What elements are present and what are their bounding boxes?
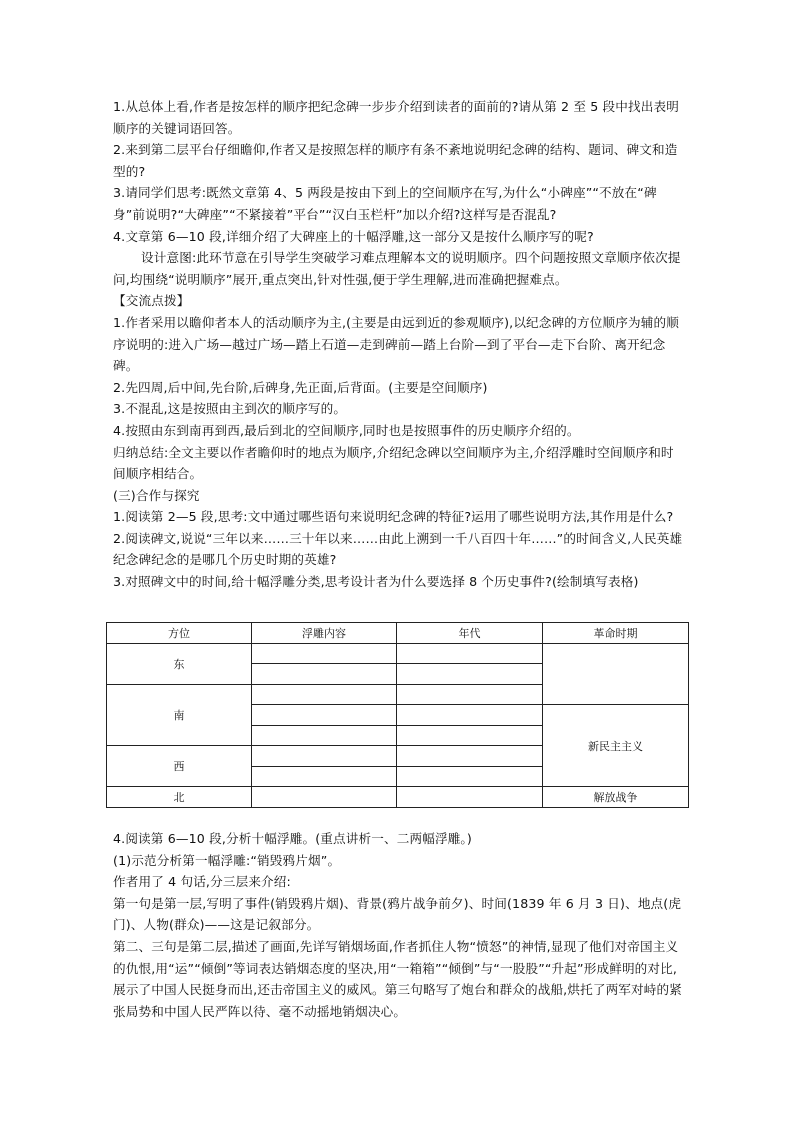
table-cell xyxy=(397,705,543,726)
answer-2: 2.先四周,后中间,先台阶,后碑身,先正面,后背面。(主要是空间顺序) xyxy=(113,379,488,395)
answer-4: 4.按照由东到南再到西,最后到北的空间顺序,同时也是按照事件的历史顺序介绍的。 xyxy=(113,422,580,438)
table-header-row xyxy=(107,623,689,644)
table-cell xyxy=(252,787,397,808)
analysis-paragraph-1: 第一句是第一层,写明了事件(销毁鸦片烟)、背景(鸦片战争前夕)、时间(1839 年 6 月 3 日)、地点(虎门)、人物(群众)——这是记叙部分。 xyxy=(113,895,682,933)
section-heading-cooperate: (三)合作与探究 xyxy=(113,487,200,503)
table-cell xyxy=(397,746,543,767)
answer-3: 3.不混乱,这是按照由主到次的顺序写的。 xyxy=(113,401,347,417)
question-4: 4.文章第 6—10 段,详细介绍了大碑座上的十幅浮雕,这一部分又是按什么顺序写的呢? xyxy=(113,228,594,244)
questions-block xyxy=(113,96,685,593)
table-cell xyxy=(252,766,397,787)
question-2: 2.来到第二层平台仔细瞻仰,作者又是按照怎样的顺序有条不紊地说明纪念碑的结构、题词、碑文和造型的? xyxy=(113,142,678,179)
table-cell xyxy=(543,643,689,705)
table-cell xyxy=(252,684,397,705)
design-intent: 设计意图:此环节意在引导学生突破学习难点理解本文的说明顺序。四个问题按照文章顺序依次提问,均围绕“说明顺序”展开,重点突出,针对性强,便于学生理解,进而准确把握难点。 xyxy=(113,250,681,287)
cell-west: 西 xyxy=(107,746,252,787)
cell-period-new-democracy: 新民主主义 xyxy=(543,705,689,787)
cooperate-question-3: 3.对照碑文中的时间,给十幅浮雕分类,思考设计者为什么要选择 8 个历史事件?(绘制填写表格) xyxy=(113,574,639,590)
cell-south: 南 xyxy=(107,684,252,746)
question-3: 3.请同学们思考:既然文章第 4、5 两段是按由下到上的空间顺序在写,为什么“小碑座”“不放在“碑身”前说明?“大碑座”“不紧接着”平台”“汉白玉栏杆”加以介绍?这样写是否混乱? xyxy=(113,185,657,222)
table-cell xyxy=(397,643,543,664)
relief-table xyxy=(106,622,689,808)
analysis-block xyxy=(113,828,685,1022)
table-cell xyxy=(397,725,543,746)
analysis-paragraph-2: 第二、三句是第二层,描述了画面,先详写销烟场面,作者抓住人物“愤怒”的神情,显现了他们对帝国主义的仇恨,用“运”“倾倒”等词表达销烟态度的坚决,用“一箱箱”“倾倒”与“一股股”“升起”形成鲜明的对比,展示了中国人民挺身而出,还击帝国主义的威风。第三句略写了炮台和群众的战船,烘托了两军对峙的紧张局势和中国人民严阵以待、毫不动摇地销烟决心。 xyxy=(113,938,683,1019)
table-cell xyxy=(252,725,397,746)
cooperate-question-2: 2.阅读碑文,说说“三年以来……三十年以来……由此上溯到一千八百四十年……”的时间含义,人民英雄纪念碑纪念的是哪几个历史时期的英雄? xyxy=(113,530,683,568)
table-cell xyxy=(252,643,397,664)
header-era: 年代 xyxy=(397,623,543,644)
table-row xyxy=(107,643,689,664)
header-relief-content: 浮雕内容 xyxy=(252,623,397,644)
table-cell xyxy=(252,664,397,685)
table-cell xyxy=(252,746,397,767)
header-direction: 方位 xyxy=(107,623,252,644)
cell-east: 东 xyxy=(107,643,252,684)
table-cell xyxy=(397,684,543,705)
sub-item-1: (1)示范分析第一幅浮雕:“销毁鸦片烟”。 xyxy=(113,852,341,868)
cooperate-question-4: 4.阅读第 6—10 段,分析十幅浮雕。(重点讲析一、二两幅浮雕。) xyxy=(113,831,472,846)
table-cell xyxy=(397,766,543,787)
question-1: 1.从总体上看,作者是按怎样的顺序把纪念碑一步步介绍到读者的面前的?请从第 2 至 5 段中找出表明顺序的关键词语回答。 xyxy=(113,99,679,136)
answer-1: 1.作者采用以瞻仰者本人的活动顺序为主,(主要是由远到近的参观顺序),以纪念碑的方位顺序为辅的顺序说明的:进入广场—越过广场—踏上石道—走到碑前—踏上台阶—到了平台—走下台阶、离开纪念碑。 xyxy=(113,314,679,374)
cooperate-question-1: 1.阅读第 2—5 段,思考:文中通过哪些语句来说明纪念碑的特征?运用了哪些说明方法,其作用是什么? xyxy=(113,509,674,525)
sub-item-2: 作者用了 4 句话,分三层来介绍: xyxy=(113,874,291,890)
section-heading-exchange: 【交流点拨】 xyxy=(113,293,190,309)
cell-period-liberation: 解放战争 xyxy=(543,787,689,808)
cell-north: 北 xyxy=(107,787,252,808)
table-cell xyxy=(397,787,543,808)
header-revolution-period: 革命时期 xyxy=(543,623,689,644)
table-cell xyxy=(252,705,397,726)
table-cell xyxy=(397,664,543,685)
summary: 归纳总结:全文主要以作者瞻仰时的地点为顺序,介绍纪念碑以空间顺序为主,介绍浮雕时空间顺序和时间顺序相结合。 xyxy=(113,444,674,482)
table-row xyxy=(107,787,689,808)
